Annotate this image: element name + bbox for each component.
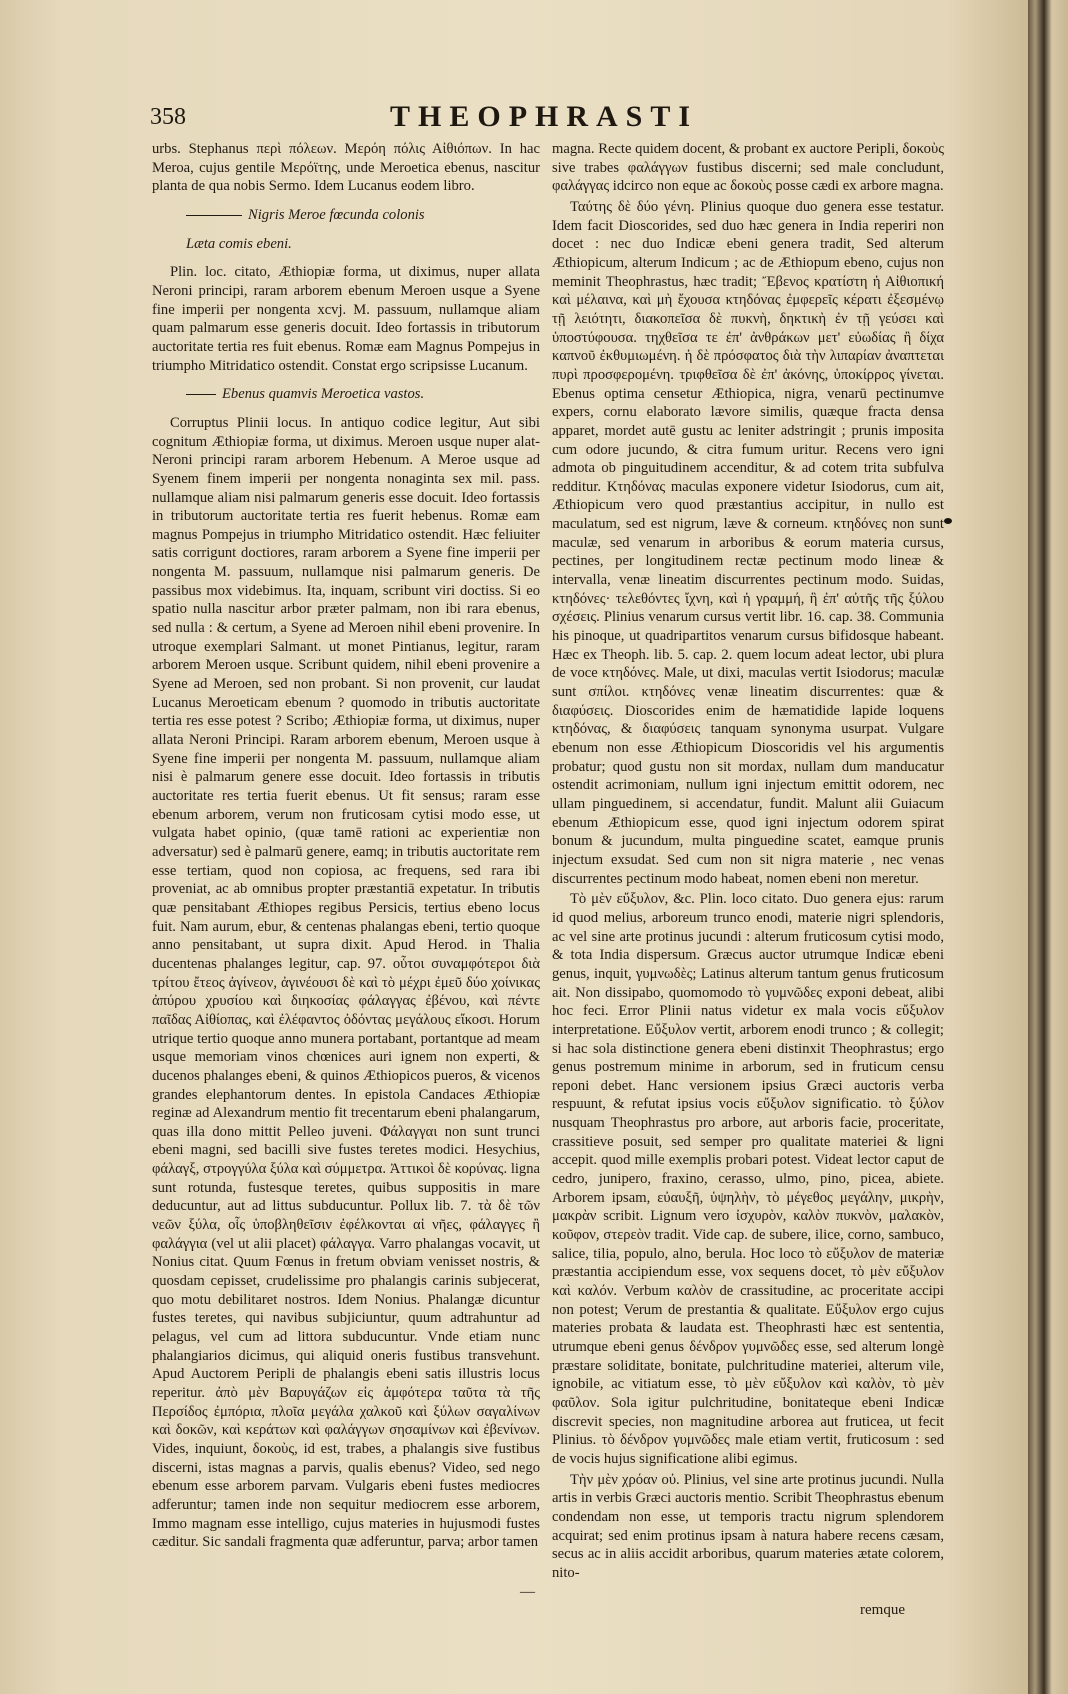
verse-line: Nigris Meroe fœcunda colonis xyxy=(186,206,540,225)
page-edge xyxy=(1028,0,1068,1694)
running-title: THEOPHRASTI xyxy=(390,100,699,133)
paragraph: magna. Recte quidem docent, & probant ex auctore Peripli, δοκοὺς sive trabes φαλάγγων fustibus discerni; sed male concludunt, φαλάγγας idcirco non eque ac δοκοὺς posse cædi ex arbore magna. xyxy=(552,141,944,195)
paragraph: Corruptus Plinii locus. In antiquo codice legitur, Aut sibi cognitum Æthiopiæ forma, ut diximus. Meroen usque nuper alat-Neroni principi raram arborem Hebenum. A Meroe usque ad Syenem finem imperii per nongenta nonaginta sex mil. pass. nullamque aliam nisi palmarum generis esse docuit. Ideo fortassis in tributorum auctoritate tertia res fuerit hebenus. Romæ eam magnus Pompejus in triumpho Mitridatico ostendit. Hæc feliuiter satis corrigunt doctiores, raram arborem a Syene fine imperii per nongenta M. passuum, nullamque nisi palmarum generis. De passibus mox videbimus. Ita, inquam, scribunt viri doctiss. Si eo spatio nulla nascitur arbor præter palmam, non ibi rara ebenus, sed nulla : & certum, a Syene ad Meroen nihil ebeni provenire. In utroque exemplari Salmant. ut monet Pintianus, legitur, raram arborem Meroen usque. Scribunt quidem, nihil ebeni provenire a Syene ad Meroen, sed non probant. Si non provenit, cur laudat Lucanus Meroeticam ebenum ? quomodo in tributis auctoritate tertia res esse potest ? Scribo; Æthiopiæ forma, ut diximus, nuper allata Neroni Principi. Raram arborem ebenum, Meroen usque à Syene fine imperii per nongenta M. passuum, nullamque aliam nisi è palmarum genere esse docuit. Ideo fortassis in tributis auctoritate res tertia fuerit ebenus. Ut fit sensus; raram esse ebenum arborem, verum non fruticosam cytisi modo esse, ut vulgata habet opinio, (quæ tamē rationi ac experientiæ non adversatur) sed è palmarū genere, eamq; in tributis auctoritate rem esse tertiam, quod non copiosa, ac frequens, sed rara ibi proveniat, ac ab omnibus propter præstantiā expetatur. In tributis quæ pensitabant Æthiopes regibus Persicis, tertius ebeno locus fuit. Nam aurum, ebur, & centenas phalangas ebeni, tertio quoque anno pensitabant, ut supra dixit. Apud Herod. in Thalia ducentenas phalanges legitur, cap. 97. οὗτοι συναμφότεροι διὰ τρίτου ἔτεος ἀγίνεον, ἀγινέουσι δὲ καὶ τὸ μέχρι ἐμεῦ δύο χοίνικας ἀπύρου χρυσίου καὶ διηκοσίας φάλαγγας ἐβένου, καὶ πέντε παῖδας Αἰθίοπας, καὶ ἐλέφαντος ὀδόντας μεγάλους εἴκοσι. Horum utrique tertio quoque anno munera portabant, portantque ad meam usque memoriam vinos chœnices auri ignem non experti, & ducenos phalanges ebeni, & quinos Æthiopicos pueros, & vicenos grandes elephantorum dentes. In epistola Candaces Æthiopiæ reginæ ad Alexandrum mentio fit trecentarum ebeni phalangarum, quas illa dono mittit Pelleo juveni. Φάλαγγαι non sunt trunci ebeni magni, sed bacilli sive fustes teretes modici. Hesychius, φάλαγξ, στρογγύλα ξύλα καὶ σύμμετρα. Ἀττικοὶ δὲ κορύνας. ligna sunt rotunda, fustesque teretes, quibus suppositis in mare deducuntur, aut ad littus subducuntur. Pollux lib. 7. τὰ δὲ τῶν νεῶν ξύλα, οἷς ὑποβληθεῖσιν ἐφέλκονται αἱ νῆες, φάλαγγες ἢ φαλάγγια (vel ut alii placet) φάλαγγα. Varro phalangas vocavit, ut Nonius citat. Quum Fœnus in fretum obviam venisset nostris, & quosdam cepisset, crudelissime pro phalangis carinis subjecerat, quo motu debilitaret nostros. Idem Nonius. Phalangæ dicuntur fustes teretes, qui navibus subjiciuntur, quum adtrahuntur ad pelagus, vel cum ad littora subducuntur. Vnde etiam nunc phalangiarios dicimus, qui aliquid oneris fustibus transvehunt. Apud Auctorem Peripli de phalangis ebeni satis illustris locus reperitur. ἀπὸ μὲν Βαρυγάζων εἰς ἀμφότερα ταῦτα τὰ τῆς Περσίδος ἐμπόρια, πλοῖα μεγάλα χαλκοῦ καὶ ξύλων σαγαλίνων καὶ δοκῶν, καὶ κεράτων καὶ φαλάγγων σησαμίνων καὶ ἐβενίνων. Vides, inquiunt, δοκοὺς, id est, trabes, a phalangis sive fustibus discerni, istas magnas a parvis, qualis ebenus? Video, sed nego ebenum esse arborem parvam. Vulgaris ebeni fustes mediocres adferuntur; tamen inde non sequitur mediocrem esse arborem, Immo magnam esse intelligo, cujus materies in hujusmodi fustes cæditur. Sic sandali fragmenta quæ adferuntur, parva; arbor tamen xyxy=(152,414,540,1551)
verse-line: Ebenus quamvis Meroetica vastos. xyxy=(186,385,540,404)
paragraph: urbs. Stephanus περὶ πόλεων. Μερόη πόλις Αἰθιόπων. In hac Meroa, cujus gentile Μερόϊτης, unde Meroetica ebenus, nascitur planta de qua nobis Sermo. Idem Lucanus eodem libro. xyxy=(152,141,540,195)
paragraph: Τὴν μὲν χρόαν οὐ. Plinius, vel sine arte protinus jucundi. Nulla artis in verbis Græci auctoris mentio. Scribit Theophrastus ebenum condendam non esse, ut temporis tractu nigrum splendorem acquirat; sed enim protinus ipsam à natura habere recens cæsam, secus ac in aliis accidit arboribus, quarum materies ætate colorem, nito- xyxy=(552,1471,944,1581)
verse-rule xyxy=(186,215,242,216)
ink-blot xyxy=(944,518,952,524)
right-column xyxy=(552,140,944,1585)
page-header xyxy=(150,100,950,140)
verse-rule xyxy=(186,394,216,395)
left-column xyxy=(152,140,540,1554)
verse-line: Læta comis ebeni. xyxy=(186,235,292,252)
catchword: remque xyxy=(860,1602,905,1618)
paragraph: Τὸ μὲν εὔξυλον, &c. Plin. loco citato. Duo genera ejus: rarum id quod melius, arboreum trunco enodi, materie nigri splendoris, ac vel sine arte protinus jucundi : alterum fruticosum cytisi modo, & tota India dispersum. Græcus auctor utrumque Indicæ ebeni genus, inquit, γυμνωδὲς; Latinus alterum tantum genus fruticosum ait. Non dissipabo, quomomodo τὸ γυμνῶδες exponi debeat, alibi hoc feci. Error Plinii natus videtur ex mala vocis εὔξυλον interpretatione. Εὔξυλον vertit, arborem enodi trunco ; & collegit; si hac sola distinctione genera ebeni distinxit Theophrastus; ergo genus postremum minime in arborum, sed in fruticum censu reponi debet. Hanc versionem ipsius Græci auctoris verba respuunt, & refutat ipsius vocis εὔξυλον significatio. τὸ ξύλον nusquam Theophrastus pro arbore, aut arboris facie, proceritate, crassitieve posuit, sed semper pro qualitate materiei & ligni accepit. quod mille exemplis probari potest. Videat lector caput de cedro, junipero, fraxino, cerasso, ulmo, pino, picea, abiete. Arborem ipsam, εὐαυξῆ, ὑψηλὴν, τὸ μέγεθος μεγάλην, μικρὴν, μακρὰν scribit. Lignum vero ἰσχυρὸν, καλὸν πυκνὸν, μαλακὸν, κοῦφον, στερεὸν tradit. Vide cap. de subere, ilice, corno, sambuco, salice, tilia, populo, alno, berula. Hoc loco τὸ εὔξυλον de materiæ præstantia accipiendum esse, vox sequens docet, τὸ μὲν εὔξυλον καὶ καλόν. Verbum καλὸν de crassitudine, ac proceritate accipi non potest; Verum de prestantia & qualitate. Εὔξυλον ergo cujus materies probata & laudata est. Theophrasti hæc est sententia, utrumque ebeni genus δένδρον γυμνῶδες esse, sed alterum longè præstare soliditate, bonitate, pulchritudine materiei, alterum vile, ignobile, ac vitiatum esse, τὸ μὲν εὔξυλον καὶ καλὸν, τὸ μὲν φαῦλον. Sola igitur pulchritudine, bonitateque ebeni Indicæ discrevit species, non magnitudine arborea aut fruticea, ut fecit Plinius. τὸ δένδρον γυμνῶδες male etiam vertit, fruticosum : sed de vocis hujus significatione alibi egimus. xyxy=(552,891,944,1467)
page-number: 358 xyxy=(150,104,186,130)
dash-mark: — xyxy=(520,1584,535,1600)
paragraph: Ταύτης δὲ δύο γένη. Plinius quoque duo genera esse testatur. Idem facit Dioscorides, sed duo hæc genera in India reperiri non docet : nec duo Indicæ ebeni genera tradit, Sed alterum Æthiopicum, alterum Indicum ; ac de Æthiopum ebeno, cujus non meminit Theophrastus, hæc tradit; Ἔβενος κρατίστη ἡ Αἰθιοπική καὶ μέλαινα, καὶ μὴ ἔχουσα κτηδόνας ἐμφερεῖς κέρατι ἐξεσμένῳ τῇ λειότητι, διακοπεῖσα δὲ πυκνὴ, δηκτικὴ ἐν τῇ γεύσει καὶ ὑποστύφουσα. τηχθεῖσα τε ἐπ' ἀνθράκων μετ' εὐωδίας ἢ δίχα καπνοῦ ἐκθυμιωμένη. ἡ δὲ πρόσφατος διὰ τὴν λιπαρίαν ἀναπτεται πυρὶ προσφερομένη. τριφθεῖσα δὲ ἐπ' ἀκόνης, ὑποκίρρος γίνεται. Ebenus optima censetur Æthiopica, nigra, venarū pectinumve expers, cornu elaborato lævore similis, quæque fracta densa apparet, mordet autē gustu ac leniter adstringit ; prunis imposita cum odore jucundo, & citra fumum uritur. Recens vero igni admota ob pinguitudinem accenditur, & ad cotem trita subfulva redditur. Κτηδόνας maculas exponere videtur Isiodorus, cum ait, Æthiopicum vero quod præstantius accipitur, in nullo est maculatum, sed est nigrum, læve & corneum. κτηδόνες non sunt maculæ, sed venarum in arboribus & eorum materia cursus, pectines, per longitudinem rectæ pectinum modo lineæ & intervalla, venæ lineatim discurrentes pectinum modo. Suidas, κτηδόνες· τελεθόντες ἴχνη, καὶ ἡ γραμμή, ἣ ἐπ' αὐτῆς τῆς ξύλου σχέσεις. Plinius venarum cursus vertit libr. 16. cap. 38. Communia his pinoque, ut quadripartitos venarum cursus bifidosque habeant. Hæc ex Theoph. lib. 5. cap. 2. quem locum adeat lector, ubi plura de voce κτηδόνες. Male, ut dixi, maculas vertit Isiodorus; maculæ sunt σπίλοι. κτηδόνες venæ lineatim discurrentes: quæ & διαφύσεις. Dioscorides enim de hæmatidide lapide loquens κτηδόνας, & διαφύσεις tanquam synonyma usurpat. Vulgare ebenum non esse Æthiopicum Dioscoridis vel his argumentis probatur; quod gustu non sit mordax, nullam dum manducatur ostendit acrimoniam, nullum igni injectum emittit odorem, nec ullam pinguedinem, si accendatur, fundit. Malunt alii Guiacum ebenum Æthiopicum esse, quod igni injectum odorem spirat bonum & jucundum, multa pinguedine scatet, eamque prunis injectum exsudat. Sed cum non sit nigra materie , nec venas discurrentes pectinum modo habeat, nomen ebeni non meretur. xyxy=(552,198,944,887)
paragraph: Plin. loc. citato, Æthiopiæ forma, ut diximus, nuper allata Neroni principi, raram arborem ebenum Meroen usque a Syene fine imperii per nongenta xcvj. M. passuum, nullamque aliam quam palmarum esse generis docuit. Ideo fortassis in tributorum auctoritate tertia res fuit ebenus. Romæ eam Magnus Pompejus in triumpho Mitridatico ostendit. Constat ergo scripsisse Lucanum. xyxy=(152,264,540,374)
